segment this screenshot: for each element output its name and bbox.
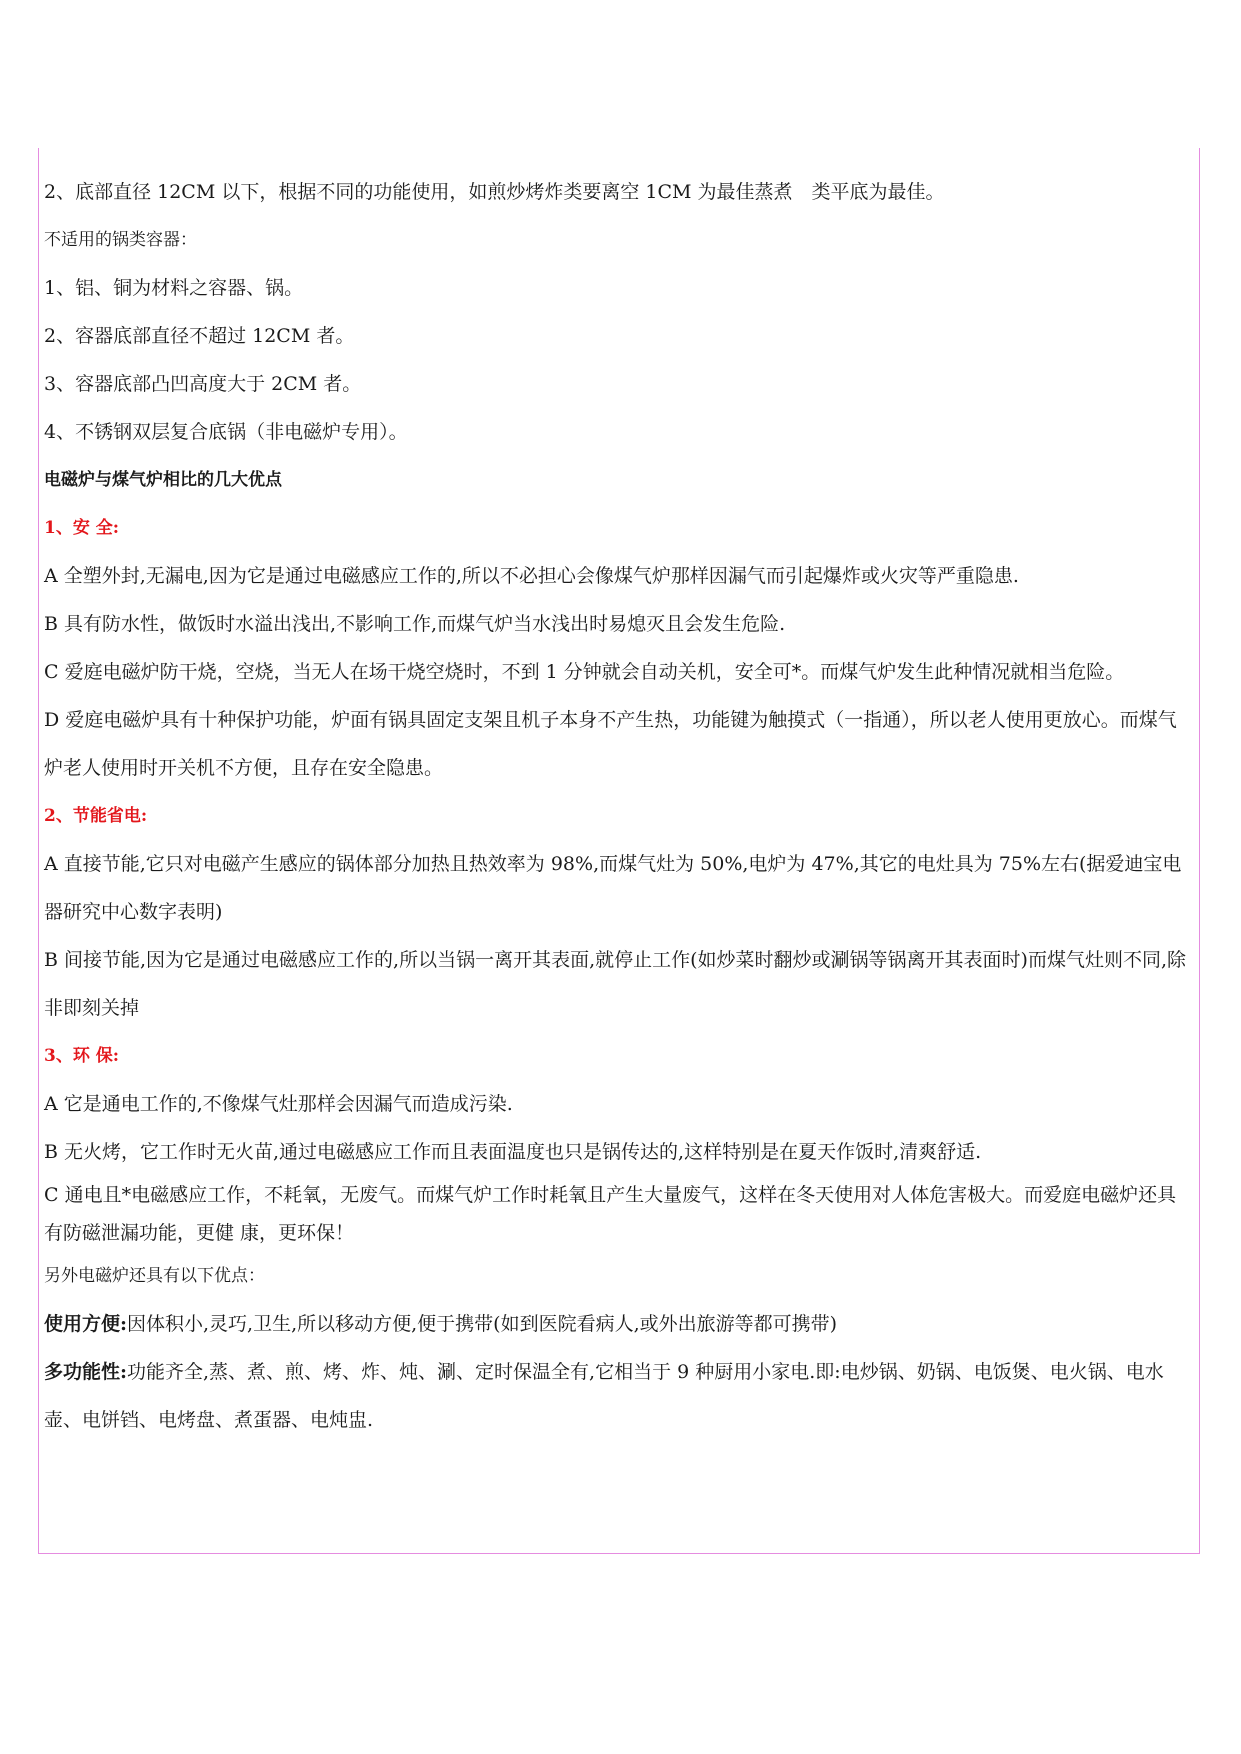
text-line: 2、容器底部直径不超过 12CM 者。 [44, 325, 355, 347]
paragraph: B 间接节能,因为它是通过电磁感应工作的,所以当锅一离开其表面,就停止工作(如炒菜时翻炒或涮锅等锅离开其表面时)而煤气灶则不同,除非即刻关掉 [44, 949, 1186, 1019]
inline-label: 使用方便: [44, 1313, 128, 1335]
document-body [44, 168, 1194, 1444]
paragraph: C 通电且*电磁感应工作，不耗氧，无废气。而煤气炉工作时耗氧且产生大量废气，这样在冬天使用对人体危害极大。而爱庭电磁炉还具有防磁泄漏功能，更健 康，更环保！ [44, 1184, 1177, 1244]
paragraph: A 它是通电工作的,不像煤气灶那样会因漏气而造成污染. [44, 1093, 513, 1115]
paragraph: A 直接节能,它只对电磁产生感应的锅体部分加热且热效率为 98%,而煤气灶为 50%,电炉为 47%,其它的电灶具为 75%左右(据爱迪宝电器研究中心数字表明) [44, 853, 1182, 923]
subsection-heading: 2、节能省电: [44, 806, 148, 826]
subsection-heading: 1、安 全: [44, 518, 120, 538]
paragraph: B 具有防水性，做饭时水溢出浅出,不影响工作,而煤气炉当水浅出时易熄灭且会发生危险. [44, 613, 786, 635]
paragraph: D 爱庭电磁炉具有十种保护功能，炉面有锅具固定支架且机子本身不产生热，功能键为触摸式（一指通），所以老人使用更放心。而煤气炉老人使用时开关机不方便，且存在安全隐患。 [44, 709, 1177, 779]
text-line: 3、容器底部凸凹高度大于 2CM 者。 [44, 373, 362, 395]
text-line: 不适用的锅类容器： [44, 230, 197, 250]
paragraph: B 无火烤，它工作时无火苗,通过电磁感应工作而且表面温度也只是锅传达的,这样特别是在夏天作饭时,清爽舒适. [44, 1141, 982, 1163]
subsection-heading: 3、环 保: [44, 1046, 120, 1066]
paragraph: C 爱庭电磁炉防干烧，空烧，当无人在场干烧空烧时，不到 1 分钟就会自动关机，安全可*。而煤气炉发生此种情况就相当危险。 [44, 661, 1125, 683]
section-heading: 电磁炉与煤气炉相比的几大优点 [44, 470, 282, 490]
paragraph [44, 1348, 1194, 1444]
text-line: 2、底部直径 12CM 以下，根据不同的功能使用，如煎炒烤炸类要离空 1CM 为最佳蒸煮 类平底为最佳。 [44, 181, 945, 203]
text-line: 1、铝、铜为材料之容器、锅。 [44, 277, 304, 299]
inline-text: 功能齐全,蒸、煮、煎、烤、炸、炖、涮、定时保温全有,它相当于 9 种厨用小家电.即:电炒锅、奶锅、电饭煲、电火锅、电水壶、电饼铛、电烤盘、煮蛋器、电炖盅. [44, 1361, 1164, 1431]
paragraph [44, 1300, 1194, 1348]
paragraph: A 全塑外封,无漏电,因为它是通过电磁感应工作的,所以不必担心会像煤气炉那样因漏气而引起爆炸或火灾等严重隐患. [44, 565, 1019, 587]
inline-text: 因体积小,灵巧,卫生,所以移动方便,便于携带(如到医院看病人,或外出旅游等都可携带) [127, 1313, 838, 1335]
text-line: 另外电磁炉还具有以下优点： [44, 1266, 265, 1286]
inline-label: 多功能性: [44, 1361, 128, 1383]
text-line: 4、不锈钢双层复合底锅（非电磁炉专用）。 [44, 421, 408, 443]
